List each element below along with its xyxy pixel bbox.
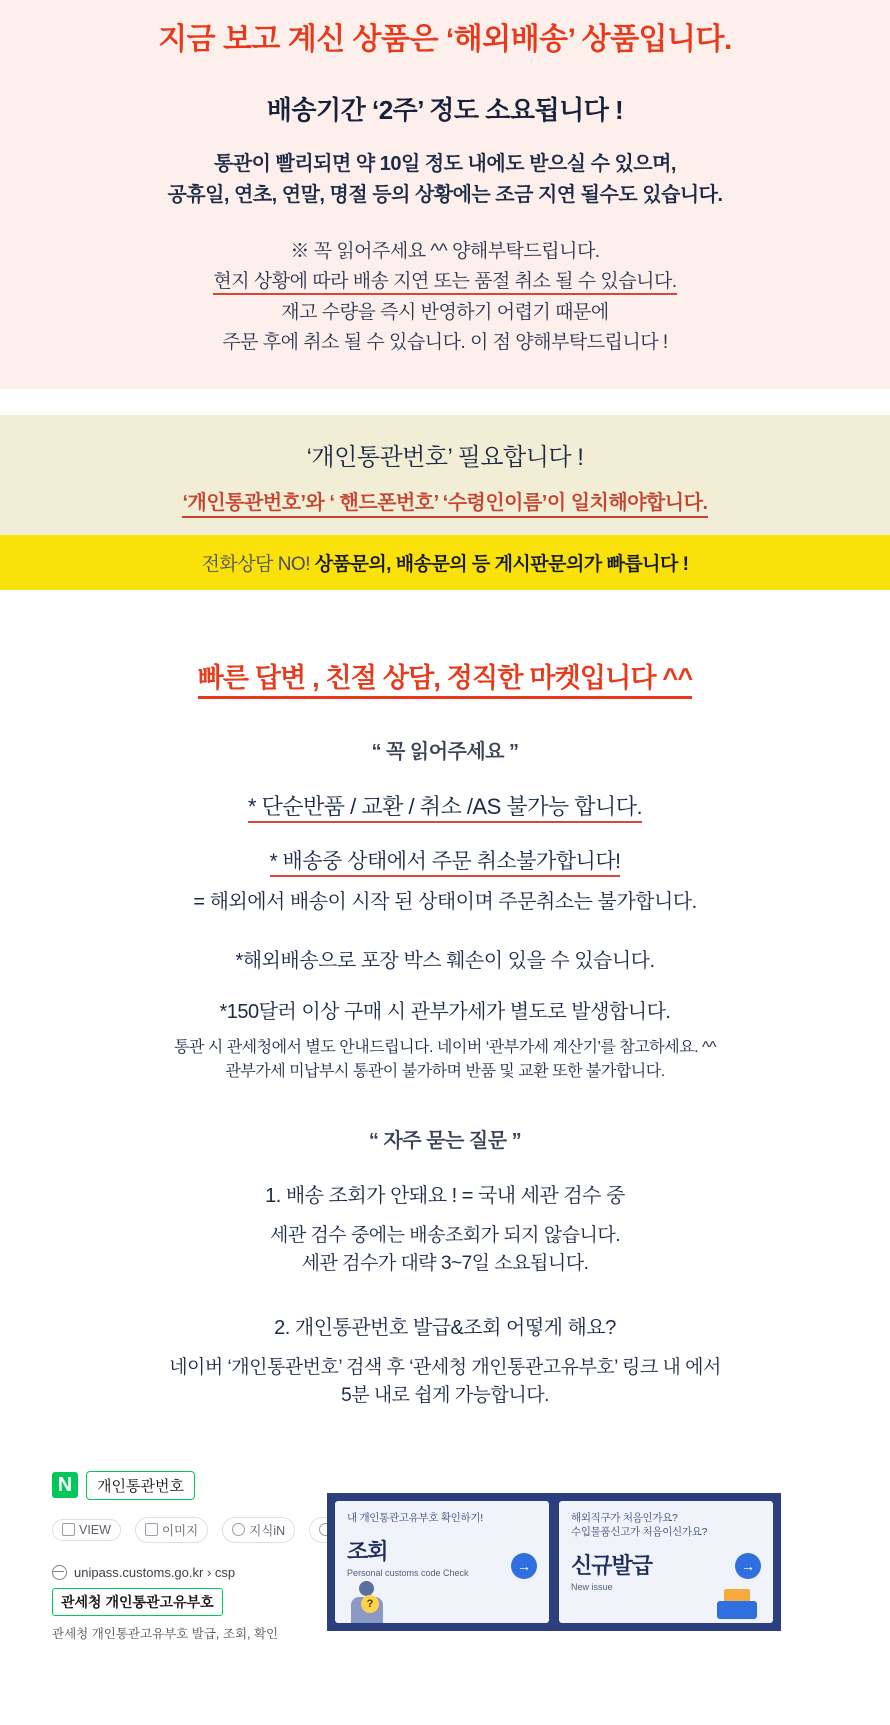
naver-logo-icon: N bbox=[52, 1472, 78, 1498]
phone-notice-board: 상품문의, 배송문의 등 게시판문의가 빠릅니다 ! bbox=[314, 553, 689, 575]
unipass-check-title: 조회 bbox=[347, 1538, 388, 1564]
naver-result-title[interactable]: 관세청 개인통관고유부호 bbox=[52, 1588, 223, 1616]
naver-tab-kin-label: 지식iN bbox=[249, 1523, 286, 1538]
shipping-line-2: 공휴일, 연초, 연말, 명절 등의 상황에는 조금 지연 될수도 있습니다. bbox=[167, 184, 723, 206]
shipping-line-5: 재고 수량을 즉시 반영하기 어렵기 때문에 bbox=[281, 301, 609, 323]
read-please-quote: “ 꼭 읽어주세요 ” bbox=[371, 740, 519, 763]
policy-note-1: 통관 시 관세청에서 별도 안내드립니다. 네이버 ‘관부가세 계산기’를 참고하세요. ^^ bbox=[173, 1038, 717, 1056]
policy-item-1: * 단순반품 / 교환 / 취소 /AS 불가능 합니다. bbox=[248, 794, 642, 823]
policy-item-3: = 해외에서 배송이 시작 된 상태이며 주문취소는 불가합니다. bbox=[193, 890, 697, 913]
naver-search-mock bbox=[0, 1471, 890, 1641]
divider-white-1 bbox=[0, 389, 890, 415]
globe-icon bbox=[52, 1565, 67, 1580]
phone-notice-no: 전화상담 NO! bbox=[201, 553, 310, 575]
search-icon bbox=[232, 1523, 245, 1536]
overseas-headline: 지금 보고 계신 상품은 ‘해외배송’ 상품입니다. bbox=[158, 23, 732, 56]
unipass-check-sub: 내 개인통관고유부호 확인하기! bbox=[347, 1511, 483, 1524]
shipping-line-1: 통관이 빨리되면 약 10일 정도 내에도 받으실 수 있으며, bbox=[214, 153, 676, 175]
faq-question-2: 2. 개인통관번호 발급&조회 어떻게 해요? bbox=[274, 1316, 616, 1339]
shipping-line-6: 주문 후에 취소 될 수 있습니다. 이 점 양해부탁드립니다 ! bbox=[222, 332, 668, 354]
naver-search-query[interactable]: 개인통관번호 bbox=[86, 1471, 195, 1500]
overseas-banner bbox=[0, 0, 890, 74]
faq-quote: “ 자주 묻는 질문 ” bbox=[368, 1129, 522, 1152]
customs-requirement: ‘개인통관번호’와 ‘ 핸드폰번호’ ‘수령인이름’이 일치해야합니다. bbox=[182, 492, 707, 518]
unipass-newissue-sub-2: 수입물품신고가 처음이신가요? bbox=[571, 1525, 708, 1538]
unipass-newissue-sub-1: 해외직구가 처음인가요? bbox=[571, 1511, 678, 1524]
unipass-check-panel[interactable] bbox=[335, 1501, 549, 1623]
naver-tab-view-label: VIEW bbox=[79, 1522, 111, 1537]
shipping-line-3: ※ 꼭 읽어주세요 ^^ 양해부탁드립니다. bbox=[290, 241, 600, 262]
policy-item-5: *150달러 이상 구매 시 관부가세가 별도로 발생합니다. bbox=[219, 1000, 671, 1023]
unipass-newissue-panel[interactable] bbox=[559, 1501, 773, 1623]
phone-notice-bar bbox=[0, 535, 890, 590]
customs-code-section bbox=[0, 415, 890, 535]
unipass-check-en: Personal customs code Check bbox=[347, 1567, 469, 1578]
question-bubble-icon: ? bbox=[361, 1595, 379, 1613]
market-section bbox=[0, 590, 890, 1453]
shipping-title: 배송기간 ‘2주’ 정도 소요됩니다 ! bbox=[266, 95, 624, 125]
naver-tab-kin[interactable] bbox=[222, 1517, 295, 1543]
faq-question-1: 1. 배송 조회가 안돼요 ! = 국내 세관 검수 중 bbox=[265, 1184, 625, 1207]
policy-item-4: *해외배송으로 포장 박스 훼손이 있을 수 있습니다. bbox=[235, 949, 655, 972]
faq-answer-1-line-2: 세관 검수가 대략 3~7일 소요됩니다. bbox=[301, 1253, 589, 1275]
arrow-right-icon[interactable]: → bbox=[735, 1553, 761, 1579]
naver-tab-image-label: 이미지 bbox=[161, 1523, 199, 1538]
package-illustration-icon bbox=[717, 1585, 757, 1619]
faq-item-2 bbox=[10, 1311, 880, 1411]
unipass-newissue-title: 신규발급 bbox=[571, 1552, 653, 1578]
market-title: 빠른 답변 , 친절 상담, 정직한 마켓입니다 ^^ bbox=[198, 663, 693, 699]
naver-tab-image[interactable] bbox=[135, 1517, 208, 1543]
faq-answer-1-line-1: 세관 검수 중에는 배송조회가 되지 않습니다. bbox=[269, 1224, 621, 1246]
shipping-line-4: 현지 상황에 따라 배송 지연 또는 품절 취소 될 수 있습니다. bbox=[213, 271, 676, 295]
unipass-newissue-en: New issue bbox=[571, 1581, 613, 1592]
shipping-section bbox=[0, 74, 890, 389]
image-icon bbox=[145, 1523, 158, 1536]
policy-item-2: * 배송중 상태에서 주문 취소불가합니다! bbox=[270, 850, 621, 877]
naver-tab-view[interactable] bbox=[52, 1519, 121, 1541]
policy-note-2: 관부가세 미납부시 통관이 불가하며 반품 및 교환 또한 불가합니다. bbox=[225, 1062, 665, 1080]
faq-answer-2-line-1: 네이버 ‘개인통관번호’ 검색 후 ‘관세청 개인통관고유부호’ 링크 내 에서 bbox=[169, 1356, 721, 1378]
faq-answer-2-line-2: 5분 내로 쉽게 가능합니다. bbox=[341, 1385, 549, 1407]
faq-item-1 bbox=[10, 1179, 880, 1279]
list-icon bbox=[62, 1523, 75, 1536]
unipass-banner bbox=[327, 1493, 781, 1631]
arrow-right-icon[interactable]: → bbox=[511, 1553, 537, 1579]
customs-title: ‘개인통관번호’ 필요합니다 ! bbox=[306, 443, 584, 471]
naver-result-url: unipass.customs.go.kr › csp bbox=[74, 1564, 236, 1580]
naver-result-desc: 관세청 개인통관고유부호 발급, 조회, 확인 bbox=[52, 1626, 279, 1641]
